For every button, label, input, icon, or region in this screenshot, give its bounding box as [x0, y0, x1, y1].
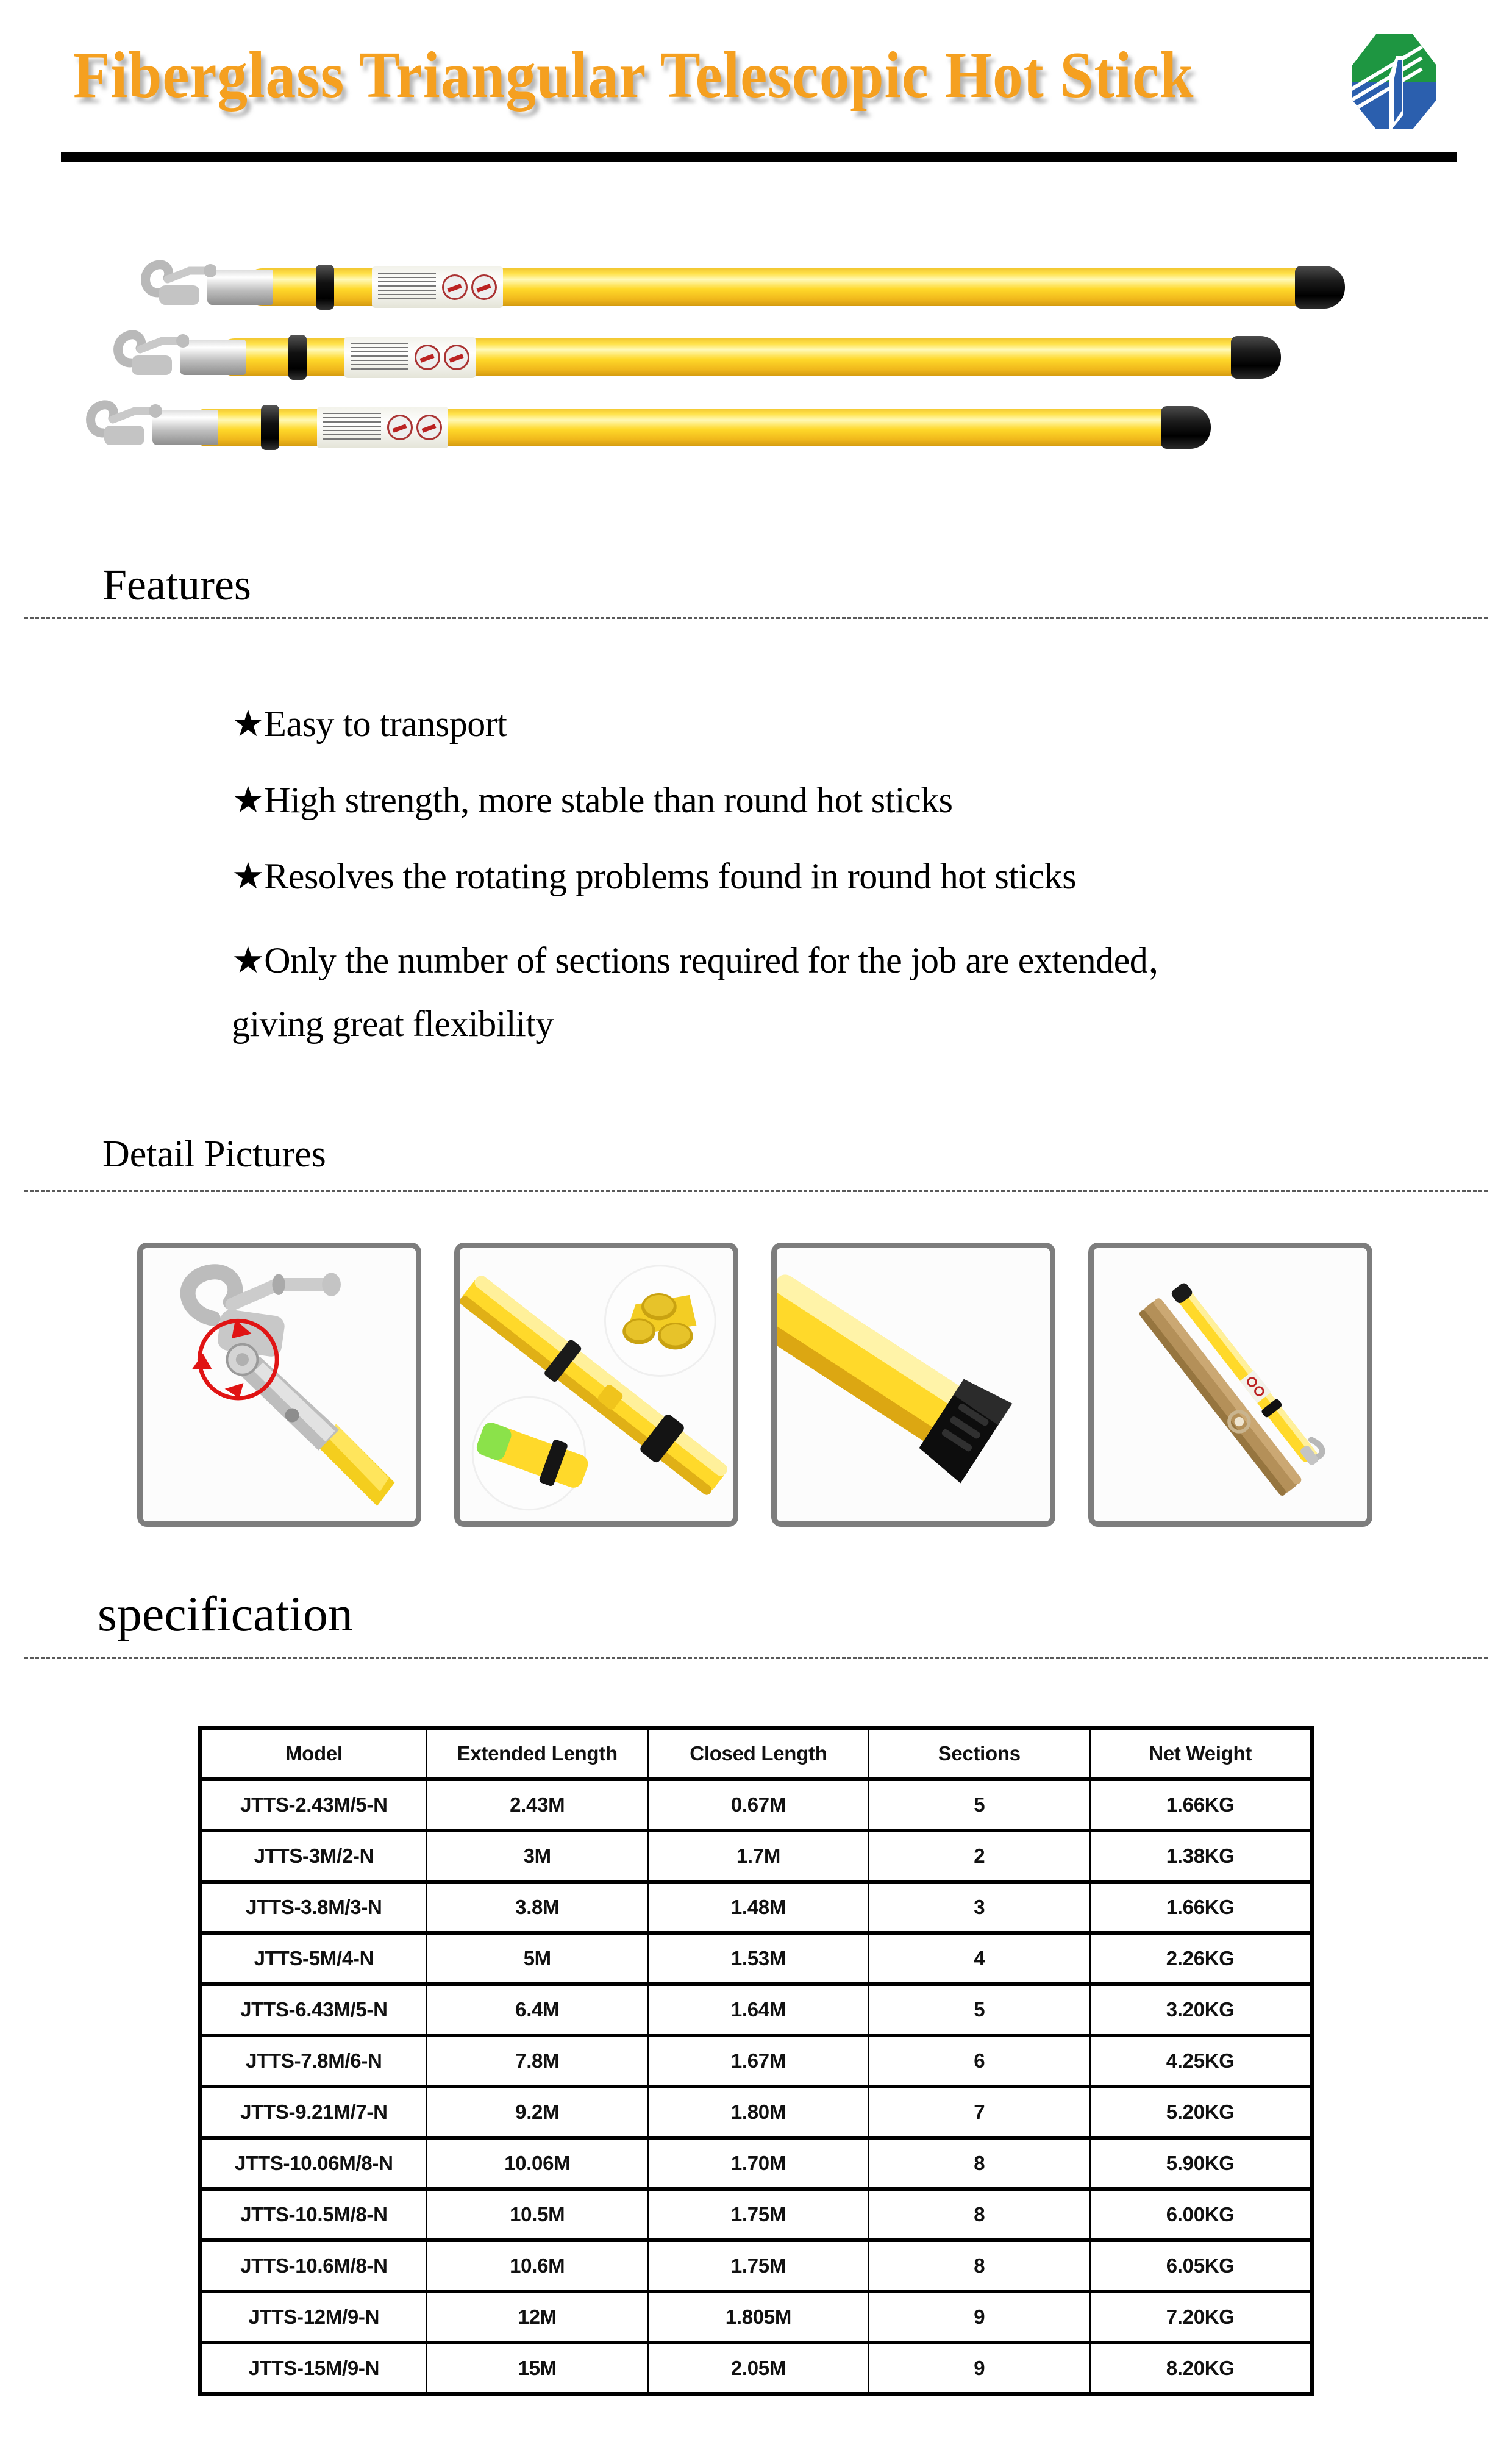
cell-weight: 4.25KG — [1090, 2035, 1312, 2087]
stick-hook-icon — [82, 390, 162, 463]
column-header-model: Model — [201, 1728, 427, 1780]
cell-model: JTTS-3.8M/3-N — [201, 1882, 427, 1933]
specification-heading: specification — [98, 1586, 353, 1641]
triangular-section-photo — [460, 1248, 733, 1521]
detail-thumb-packaging[interactable] — [1088, 1243, 1372, 1527]
table-row — [201, 2291, 1312, 2343]
detail-pictures-divider — [24, 1190, 1488, 1192]
cell-sections: 8 — [869, 2240, 1090, 2291]
specification-divider — [24, 1657, 1488, 1659]
label-pictograms — [387, 414, 442, 441]
cell-sections: 3 — [869, 1882, 1090, 1933]
detail-thumb-hook-head[interactable] — [137, 1243, 421, 1527]
feature-item-2: ★High strength, more stable than round hot sticks — [232, 780, 953, 820]
cell-weight: 8.20KG — [1090, 2343, 1312, 2394]
stick-black-ring — [316, 265, 334, 310]
cell-closed: 1.75M — [648, 2189, 868, 2240]
detail-pictures-heading: Detail Pictures — [102, 1134, 326, 1175]
cell-weight: 1.66KG — [1090, 1779, 1312, 1830]
cell-sections: 8 — [869, 2189, 1090, 2240]
cell-extended: 2.43M — [426, 1779, 648, 1830]
detail-thumb-end-cap[interactable] — [771, 1243, 1055, 1527]
stick-warning-label — [372, 266, 503, 308]
stick-metal-collar — [152, 410, 218, 445]
warning-picto-icon — [387, 415, 413, 440]
table-row — [201, 2240, 1312, 2291]
stick-end-cap — [1231, 336, 1281, 379]
prohibition-picto-icon — [416, 415, 442, 440]
cell-extended: 10.06M — [426, 2138, 648, 2189]
cell-closed: 0.67M — [648, 1779, 868, 1830]
cell-model: JTTS-10.06M/8-N — [201, 2138, 427, 2189]
feature-item-3: ★Resolves the rotating problems found in round hot sticks — [232, 856, 1077, 896]
cell-weight: 6.00KG — [1090, 2189, 1312, 2240]
table-row — [201, 1779, 1312, 1830]
features-divider — [24, 617, 1488, 619]
end-cap-photo — [777, 1248, 1050, 1521]
cell-weight: 1.66KG — [1090, 1882, 1312, 1933]
cell-weight: 6.05KG — [1090, 2240, 1312, 2291]
cell-sections: 6 — [869, 2035, 1090, 2087]
cell-sections: 5 — [869, 1984, 1090, 2035]
cell-sections: 8 — [869, 2138, 1090, 2189]
table-row — [201, 2343, 1312, 2394]
cell-closed: 1.70M — [648, 2138, 868, 2189]
table-body — [201, 1779, 1312, 2394]
cell-extended: 3M — [426, 1830, 648, 1882]
cell-closed: 1.80M — [648, 2087, 868, 2138]
cell-model: JTTS-2.43M/5-N — [201, 1779, 427, 1830]
prohibition-picto-icon — [471, 274, 497, 299]
cell-weight: 3.20KG — [1090, 1984, 1312, 2035]
cell-closed: 1.805M — [648, 2291, 868, 2343]
product-stick-3 — [189, 409, 1201, 446]
specification-table — [198, 1726, 1314, 2396]
cell-model: JTTS-10.6M/8-N — [201, 2240, 427, 2291]
cell-weight: 1.38KG — [1090, 1830, 1312, 1882]
table-row — [201, 2035, 1312, 2087]
table-row — [201, 2087, 1312, 2138]
cell-model: JTTS-12M/9-N — [201, 2291, 427, 2343]
stick-black-ring — [261, 405, 279, 450]
cell-closed: 1.67M — [648, 2035, 868, 2087]
cell-extended: 10.6M — [426, 2240, 648, 2291]
cell-extended: 9.2M — [426, 2087, 648, 2138]
cell-model: JTTS-6.43M/5-N — [201, 1984, 427, 2035]
label-text-lines — [323, 413, 381, 442]
cell-model: JTTS-3M/2-N — [201, 1830, 427, 1882]
stick-metal-collar — [180, 340, 246, 375]
cell-closed: 1.75M — [648, 2240, 868, 2291]
cell-closed: 1.64M — [648, 1984, 868, 2035]
cell-model: JTTS-9.21M/7-N — [201, 2087, 427, 2138]
cell-extended: 3.8M — [426, 1882, 648, 1933]
hero-product-image — [0, 244, 1512, 500]
stick-end-cap — [1161, 406, 1211, 449]
column-header-weight: Net Weight — [1090, 1728, 1312, 1780]
hook-head-photo — [143, 1248, 416, 1521]
feature-item-4: ★Only the number of sections required for the job are extended， — [232, 940, 1184, 980]
table-header-row — [201, 1728, 1312, 1780]
cell-closed: 1.7M — [648, 1830, 868, 1882]
cell-sections: 7 — [869, 2087, 1090, 2138]
stick-hook-icon — [110, 320, 189, 393]
product-stick-2 — [216, 338, 1271, 376]
table-row — [201, 1882, 1312, 1933]
feature-item-4-continued: giving great flexibility — [232, 1004, 554, 1044]
cell-model: JTTS-5M/4-N — [201, 1933, 427, 1984]
cell-sections: 5 — [869, 1779, 1090, 1830]
feature-item-1: ★Easy to transport — [232, 704, 507, 744]
company-logo-icon — [1349, 30, 1440, 133]
warning-picto-icon — [415, 345, 440, 370]
table-row — [201, 1830, 1312, 1882]
features-heading: Features — [102, 560, 251, 609]
detail-thumb-triangular-section[interactable] — [454, 1243, 738, 1527]
cell-extended: 15M — [426, 2343, 648, 2394]
cell-sections: 2 — [869, 1830, 1090, 1882]
warning-picto-icon — [442, 274, 468, 299]
label-text-lines — [378, 273, 436, 302]
cell-weight: 5.90KG — [1090, 2138, 1312, 2189]
table-row — [201, 1933, 1312, 1984]
table-row — [201, 2138, 1312, 2189]
cell-extended: 7.8M — [426, 2035, 648, 2087]
cell-model: JTTS-7.8M/6-N — [201, 2035, 427, 2087]
cell-extended: 6.4M — [426, 1984, 648, 2035]
stick-hook-icon — [137, 250, 216, 323]
stick-warning-label — [317, 407, 448, 448]
header-rule — [61, 152, 1457, 162]
cell-sections: 9 — [869, 2291, 1090, 2343]
column-header-closed: Closed Length — [648, 1728, 868, 1780]
packaging-photo — [1094, 1248, 1367, 1521]
stick-end-cap — [1295, 266, 1345, 309]
table-row — [201, 2189, 1312, 2240]
product-stick-1 — [244, 268, 1335, 306]
cell-sections: 4 — [869, 1933, 1090, 1984]
prohibition-picto-icon — [444, 345, 469, 370]
cell-weight: 7.20KG — [1090, 2291, 1312, 2343]
cell-closed: 2.05M — [648, 2343, 868, 2394]
table-row — [201, 1984, 1312, 2035]
column-header-sections: Sections — [869, 1728, 1090, 1780]
label-text-lines — [351, 343, 408, 372]
cell-closed: 1.53M — [648, 1933, 868, 1984]
column-header-extended: Extended Length — [426, 1728, 648, 1780]
page-header — [0, 0, 1512, 177]
cell-weight: 2.26KG — [1090, 1933, 1312, 1984]
stick-metal-collar — [207, 270, 273, 305]
label-pictograms — [442, 274, 497, 301]
cell-sections: 9 — [869, 2343, 1090, 2394]
stick-black-ring — [288, 335, 307, 380]
cell-model: JTTS-15M/9-N — [201, 2343, 427, 2394]
page-title: Fiberglass Triangular Telescopic Hot Stick — [73, 39, 1194, 112]
stick-warning-label — [344, 337, 476, 378]
label-pictograms — [415, 344, 469, 371]
cell-closed: 1.48M — [648, 1882, 868, 1933]
cell-model: JTTS-10.5M/8-N — [201, 2189, 427, 2240]
cell-extended: 12M — [426, 2291, 648, 2343]
cell-extended: 10.5M — [426, 2189, 648, 2240]
cell-weight: 5.20KG — [1090, 2087, 1312, 2138]
cell-extended: 5M — [426, 1933, 648, 1984]
